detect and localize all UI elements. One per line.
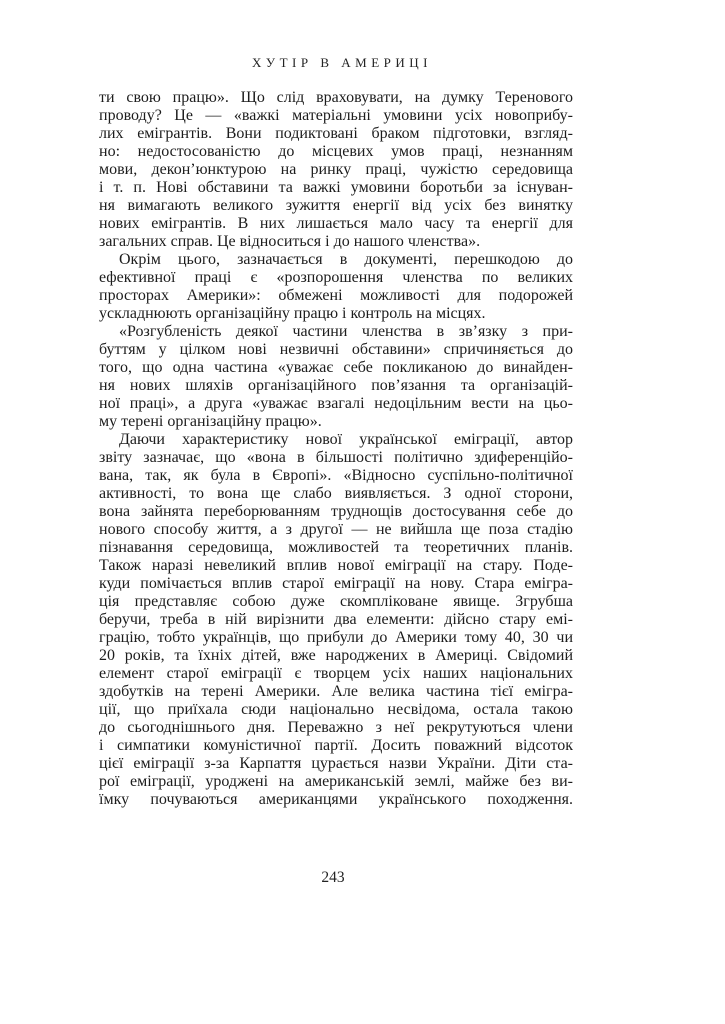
text-line: му терені організаційну працю». bbox=[99, 413, 322, 430]
text-line: ускладнюють організаційну працю і контроль на місцях. bbox=[99, 305, 486, 322]
text-line: Окрім цього, зазначається в документі, перешкодою до bbox=[119, 251, 573, 268]
text-line: звіту зазначає, що «вона в більшості політично здиференційо- bbox=[99, 449, 573, 466]
text-line: куди помічається вплив старої еміграції на нову. Стара емігра- bbox=[99, 575, 573, 592]
text-line: елемент старої еміграції є творцем усіх наших національних bbox=[99, 665, 573, 682]
running-header: ХУТІР В АМЕРИЦІ bbox=[252, 55, 432, 70]
text-line: загальних справ. Це відноситься і до нашого членства». bbox=[99, 233, 481, 250]
text-line: лих емігрантів. Вони подиктовані браком підготовки, взгляд- bbox=[99, 125, 573, 142]
text-line: їмку почуваються американцями українського походження. bbox=[99, 791, 573, 808]
text-line: нового способу життя, а з другої — не вийшла ще поза стадію bbox=[99, 521, 573, 538]
text-line: ції, що приїхала сюди національно несвідома, остала такою bbox=[99, 701, 573, 718]
text-line: ної праці», а друга «уважає взагалі недоцільним вести на цьо- bbox=[99, 395, 573, 412]
text-line: ефективної праці є «розпорошення членства по великих bbox=[99, 269, 573, 286]
text-line: мови, декон’юнктурою на ринку праці, чужістю середовища bbox=[99, 161, 573, 178]
text-line: ня нових шляхів організаційного пов’язання та організацій- bbox=[99, 377, 573, 394]
paragraph bbox=[99, 251, 573, 323]
text-line: і симпатики комуністичної партії. Досить поважний відсоток bbox=[99, 737, 573, 754]
text-line: 20 років, та їхніх дітей, вже народжених в Америці. Свідомий bbox=[99, 647, 573, 664]
paragraph bbox=[99, 89, 573, 251]
text-line: буттям у цілком нові незвичні обставини» спричиняється до bbox=[99, 341, 573, 358]
text-line: до сьогоднішнього дня. Переважно з неї рекрутуються члени bbox=[99, 719, 573, 736]
text-line: здобутків на терені Америки. Але велика частина тієї емігра- bbox=[99, 683, 573, 700]
paragraph bbox=[99, 431, 573, 809]
text-line: грацію, тобто українців, що прибули до Америки тому 40, 30 чи bbox=[99, 629, 573, 646]
text-line: Даючи характеристику нової української еміграції, автор bbox=[119, 431, 573, 448]
text-line: того, що одна частина «уважає себе покликаною до винайден- bbox=[99, 359, 573, 376]
text-line: проводу? Це — «важкі матеріальні умовини усіх новоприбу- bbox=[99, 107, 573, 124]
text-line: пізнавання середовища, можливостей та теоретичних планів. bbox=[99, 539, 573, 556]
text-line: вана, так, як була в Європі». «Відносно суспільно-політичної bbox=[99, 467, 573, 484]
text-line: цієї еміграції з-за Карпаття цурається назви України. Діти ста- bbox=[99, 755, 573, 772]
text-line: просторах Америки»: обмежені можливості для подорожей bbox=[99, 287, 573, 304]
text-line: беручи, треба в ній вирізнити два елементи: дійсно стару емі- bbox=[99, 611, 573, 628]
text-line: ня вимагають великого зужиття енергії від усіх без винятку bbox=[99, 197, 573, 214]
page-number: 243 bbox=[321, 869, 345, 886]
text-line: ти свою працю». Що слід враховувати, на думку Теренового bbox=[99, 89, 573, 106]
text-line: вона зайнята переборюванням труднощів достосування себе до bbox=[99, 503, 573, 520]
paragraph bbox=[99, 323, 573, 431]
text-line: Також наразі невеликий вплив нової еміграції на стару. Поде- bbox=[99, 557, 573, 574]
text-line: нових емігрантів. В них лишається мало часу та енергії для bbox=[99, 215, 573, 232]
text-line: но: недостосованістю до місцевих умов праці, незнанням bbox=[99, 143, 573, 160]
text-line: активності, то вона ще слабо виявляється. З одної сторони, bbox=[99, 485, 573, 502]
text-line: ція представляє собою дуже скомпліковане явище. Згрубша bbox=[99, 593, 573, 610]
text-line: і т. п. Нові обставини та важкі умовини боротьби за існуван- bbox=[99, 179, 573, 196]
text-line: рої еміграції, уроджені на американській землі, майже без ви- bbox=[99, 773, 573, 790]
text-block bbox=[99, 89, 573, 809]
text-line: «Розгубленість деякої частини членства в зв’язку з при- bbox=[119, 323, 573, 340]
